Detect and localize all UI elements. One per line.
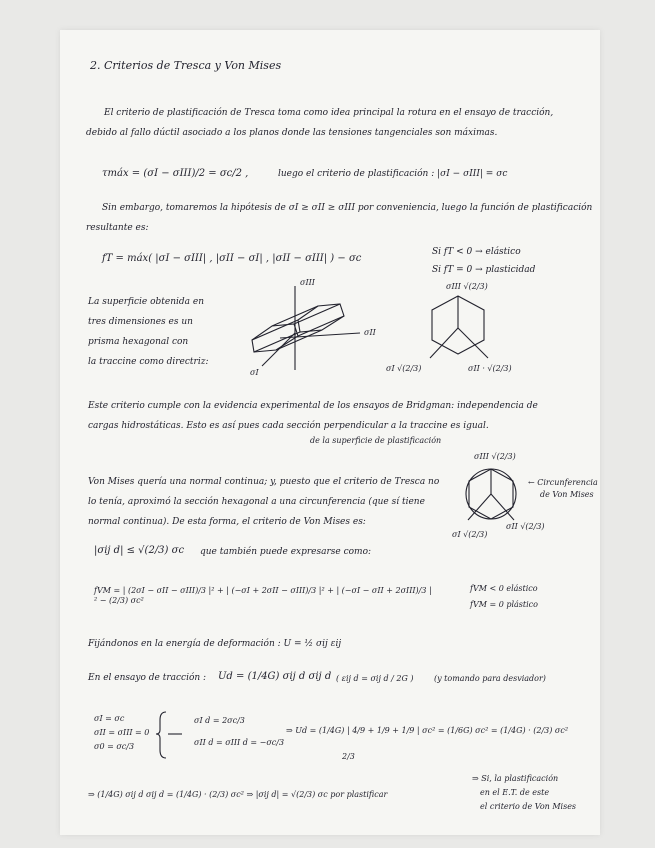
traction-equation: Ud = (1/4G) σij d σij d (218, 671, 332, 682)
system-left-3: σ0 = σc/3 (94, 742, 135, 751)
traction-label: En el ensayo de tracción : (88, 673, 207, 683)
vonmises-function: fVM = | (2σI − σII − σIII)/3 |² + | (−σI + 2σII − σIII)/3 |² + | (−σI − σII + 2σIII)/3 |² − (2/3) σc² (94, 586, 432, 605)
energy-line: Fijándonos en la energía de deformación : U = ½ σij εij (88, 639, 342, 649)
hex-radius (430, 328, 458, 358)
tresca-case-plastic: Si fT = 0 → plasticidad (432, 265, 536, 275)
prism-face-back (298, 304, 344, 332)
fig3-caption-1: ← Circunferencia (528, 478, 598, 487)
fig3-top-label: σIII √(2/3) (474, 452, 516, 461)
deviatoric-condition: |σij d| ≤ √(2/3) σc (94, 545, 185, 556)
bridgman-line-2: cargas hidrostáticas. Esto es así pues cada sección perpendicular a la traccine es igual. (88, 421, 489, 431)
final-note-3: el criterio de Von Mises (480, 802, 577, 811)
hypothesis-line-2: resultante es: (86, 223, 149, 233)
vonmises-line-3: normal continua). De esta forma, el criterio de Von Mises es: (88, 517, 366, 527)
brace-arrow (158, 710, 188, 760)
bridgman-note: de la superficie de plastificación (310, 436, 442, 445)
hexagon-figure (422, 292, 502, 372)
fig3-right-label: σII √(2/3) (506, 522, 545, 531)
section-heading: 2. Criterios de Tresca y Von Mises (90, 59, 282, 72)
bridgman-line-1: Este criterio cumple con la evidencia experimental de los ensayos de Bridgman: independencia de (88, 401, 538, 411)
vonmises-line-1: Von Mises quería una normal continua; y, puesto que el criterio de Tresca no (88, 477, 440, 487)
traction-strain: ( εij d = σij d / 2G ) (336, 674, 414, 683)
intro-line-2: debido al fallo dúctil asociado a los planos donde las tensiones tangenciales son máximas. (86, 128, 498, 138)
fig3-caption-2: de Von Mises (540, 490, 594, 499)
surface-line-3: prisma hexagonal con (88, 337, 189, 347)
fig1-axis-left: σI (250, 368, 259, 377)
system-result-sub: 2/3 (342, 752, 355, 761)
prism-figure (240, 278, 380, 378)
surface-line-1: La superficie obtenida en (88, 297, 205, 307)
final-note-2: en el E.T. de este (480, 788, 550, 797)
deviatoric-tail: que también puede expresarse como: (200, 547, 372, 557)
tresca-function: fT = máx( |σI − σIII| , |σII − σI| , |σII − σIII| ) − σc (102, 253, 362, 264)
system-mid-1: σI d = 2σc/3 (194, 716, 245, 725)
fig2-left-label: σI √(2/3) (386, 364, 422, 373)
vonmises-case-plastic: fVM = 0 plástico (470, 600, 538, 609)
fig1-axis-right: σII (364, 328, 376, 337)
traction-note: (y tomando para desviador) (434, 674, 546, 683)
surface-line-2: tres dimensiones es un (88, 317, 193, 327)
vonmises-case-elastic: fVM < 0 elástico (470, 584, 538, 593)
fig2-right-label: σII · √(2/3) (468, 364, 512, 373)
tau-max-equation: τmáx = (σI − σIII)/2 = σc/2 , (102, 168, 249, 179)
fig3-left-label: σI √(2/3) (452, 530, 488, 539)
final-equation: ⇒ (1/4G) σij d σij d = (1/4G) · (2/3) σc² ⇒ |σij d| = √(2/3) σc por plastificar (88, 790, 388, 799)
intro-line-1: El criterio de plastificación de Tresca toma como idea principal la rotura en el ensayo de tracción, (104, 108, 554, 118)
fig2-top-label: σIII √(2/3) (446, 282, 488, 291)
notebook-page (60, 30, 600, 835)
system-left-1: σI = σc (94, 714, 125, 723)
prism-face-front (252, 324, 298, 352)
tresca-criterion: luego el criterio de plastificación : |σI − σIII| = σc (278, 169, 508, 179)
tresca-case-elastic: Si fT < 0 → elástico (432, 247, 521, 257)
hypothesis-line-1: Sin embargo, tomaremos la hipótesis de σI ≥ σII ≥ σIII por conveniencia, luego la función de plastificación (102, 203, 593, 213)
system-mid-2: σII d = σIII d = −σc/3 (194, 738, 285, 747)
system-left-2: σII = σIII = 0 (94, 728, 150, 737)
surface-line-4: la traccine como directriz: (88, 357, 209, 367)
vonmises-line-2: lo tenía, aproximó la sección hexagonal a una circunferencia (que sí tiene (88, 497, 425, 507)
fig1-axis-top: σIII (300, 278, 315, 287)
left-brace (156, 712, 166, 758)
final-note-1: ⇒ Si, la plastificación (472, 774, 559, 783)
system-result: ⇒ Ud = (1/4G) | 4/9 + 1/9 + 1/9 | σc² = (1/6G) σc² = (1/4G) · (2/3) σc² (286, 726, 569, 735)
